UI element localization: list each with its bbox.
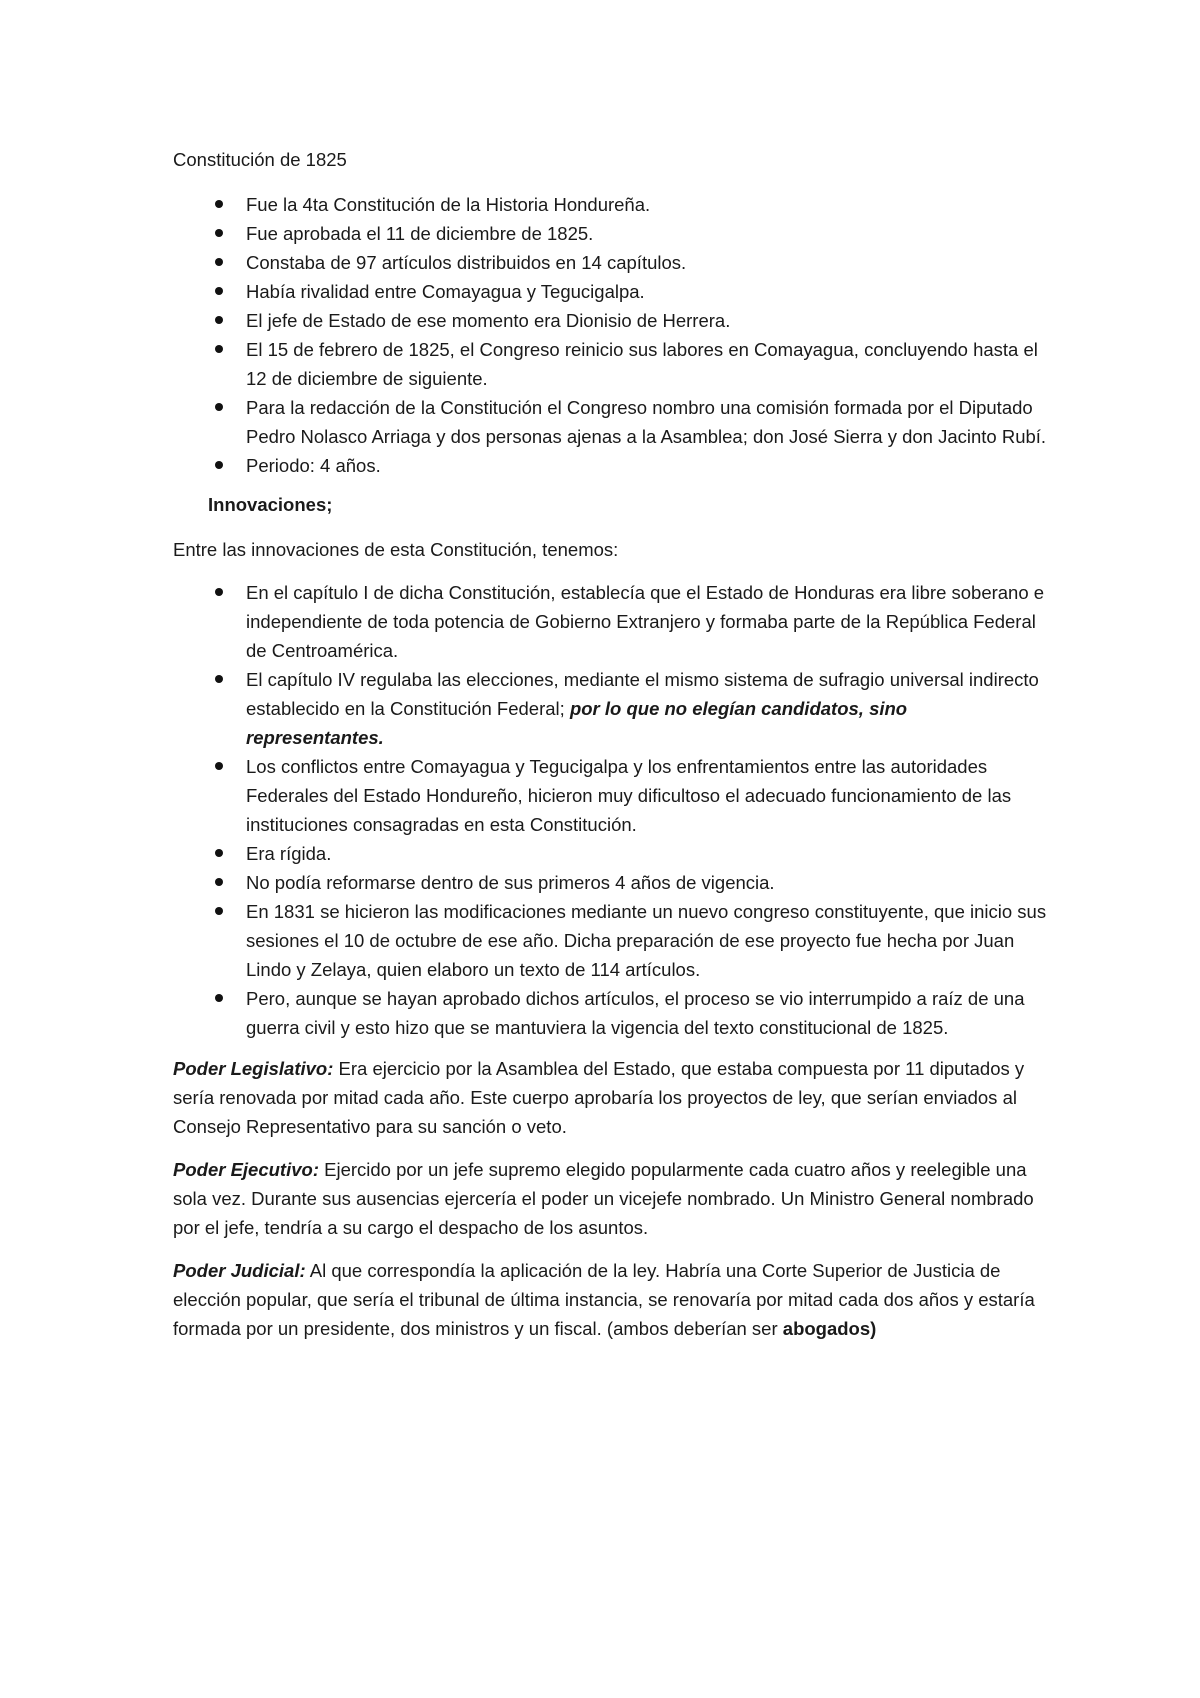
judicial-paragraph <box>173 1256 1050 1343</box>
bullet-icon <box>215 461 223 469</box>
innovations-heading: Innovaciones; <box>208 494 333 515</box>
legislative-text: Era ejercicio por la Asamblea del Estado, que estaba compuesta por 11 diputados y sería renovada por mitad cada año. Este cuerpo aprobaría los proyectos de ley, que serían enviados al Consejo Representativo para su sanción o veto. <box>173 1058 1025 1137</box>
executive-label: Poder Ejecutivo: <box>173 1159 319 1180</box>
list-item: Era rígida. <box>173 839 1050 868</box>
executive-text: Ejercido por un jefe supremo elegido popularmente cada cuatro años y reelegible una sola vez. Durante sus ausencias ejercería el poder un vicejefe nombrado. Un Ministro General nombrado por el jefe, tendría a su cargo el despacho de los asuntos. <box>173 1159 1034 1238</box>
bullet-icon <box>215 345 223 353</box>
bullet-icon <box>215 994 223 1002</box>
judicial-text: Al que correspondía la aplicación de la ley. Habría una Corte Superior de Justicia de elección popular, que sería el tribunal de última instancia, se renovaría por mitad cada dos años y estaría formada por un presidente, dos ministros y un fiscal. (ambos deberían ser <box>173 1260 1035 1339</box>
list-item: Fue aprobada el 11 de diciembre de 1825. <box>173 219 1050 248</box>
list-item: Pero, aunque se hayan aprobado dichos artículos, el proceso se vio interrumpido a raíz de una guerra civil y esto hizo que se mantuviera la vigencia del texto constitucional de 1825. <box>173 984 1050 1042</box>
bullet-icon <box>215 675 223 683</box>
list-item: El jefe de Estado de ese momento era Dionisio de Herrera. <box>173 306 1050 335</box>
innovations-intro: Entre las innovaciones de esta Constitución, tenemos: <box>173 539 619 560</box>
innovations-list <box>173 578 1050 1042</box>
emphasized-text: por lo que no elegían candidatos, sino representantes. <box>246 698 908 748</box>
bullet-icon <box>215 878 223 886</box>
bullet-icon <box>215 588 223 596</box>
bullet-icon <box>215 200 223 208</box>
judicial-label: Poder Judicial: <box>173 1260 306 1281</box>
bullet-icon <box>215 287 223 295</box>
list-item: El 15 de febrero de 1825, el Congreso reinicio sus labores en Comayagua, concluyendo hasta el 12 de diciembre de siguiente. <box>173 335 1050 393</box>
bullet-icon <box>215 849 223 857</box>
bullet-icon <box>215 907 223 915</box>
bullet-icon <box>215 316 223 324</box>
executive-paragraph <box>173 1155 1050 1242</box>
list-item: Periodo: 4 años. <box>173 451 1050 480</box>
list-item: Para la redacción de la Constitución el Congreso nombro una comisión formada por el Diputado Pedro Nolasco Arriaga y dos personas ajenas a la Asamblea; don José Sierra y don Jacinto Rubí. <box>173 393 1050 451</box>
legislative-label: Poder Legislativo: <box>173 1058 334 1079</box>
list-item: Los conflictos entre Comayagua y Tegucigalpa y los enfrentamientos entre las autoridades Federales del Estado Hondureño, hicieron muy dificultoso el adecuado funcionamiento de las instituciones consagradas en esta Constitución. <box>173 752 1050 839</box>
bullet-icon <box>215 762 223 770</box>
list-item: En el capítulo I de dicha Constitución, establecía que el Estado de Honduras era libre soberano e independiente de toda potencia de Gobierno Extranjero y formaba parte de la República Federal de Centroamérica. <box>173 578 1050 665</box>
judicial-tail: abogados) <box>782 1318 877 1339</box>
legislative-paragraph <box>173 1054 1050 1141</box>
list-item: No podía reformarse dentro de sus primeros 4 años de vigencia. <box>173 868 1050 897</box>
list-item: Había rivalidad entre Comayagua y Tegucigalpa. <box>173 277 1050 306</box>
list-item: Constaba de 97 artículos distribuidos en 14 capítulos. <box>173 248 1050 277</box>
document-title: Constitución de 1825 <box>173 149 347 170</box>
list-item: El capítulo IV regulaba las elecciones, mediante el mismo sistema de sufragio universal indirecto establecido en la Constitución Federal; por lo que no elegían candidatos, sino representantes. <box>173 665 1050 752</box>
facts-list <box>173 190 1050 480</box>
bullet-icon <box>215 229 223 237</box>
bullet-icon <box>215 258 223 266</box>
list-item: Fue la 4ta Constitución de la Historia Hondureña. <box>173 190 1050 219</box>
bullet-icon <box>215 403 223 411</box>
list-item: En 1831 se hicieron las modificaciones mediante un nuevo congreso constituyente, que inicio sus sesiones el 10 de octubre de ese año. Dicha preparación de ese proyecto fue hecha por Juan Lindo y Zelaya, quien elaboro un texto de 114 artículos. <box>173 897 1050 984</box>
